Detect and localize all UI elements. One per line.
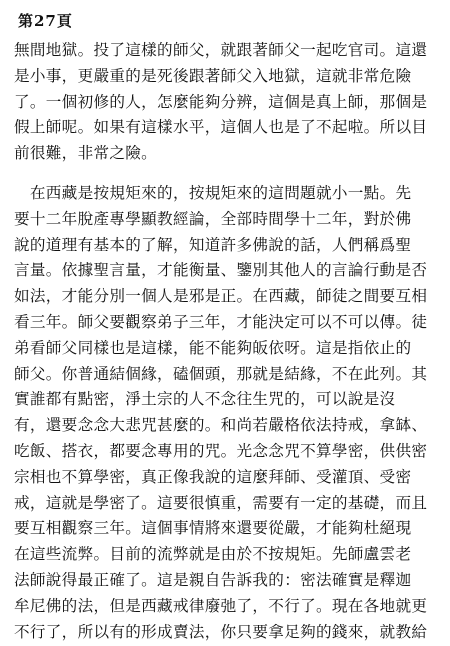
text-line: 不行了，所以有的形成賣法，你只要拿足夠的錢來，就教給 [14,622,428,641]
text-line: 看三年。師父要觀察弟子三年，才能決定可以不可以傳。徒 [14,312,428,331]
text-line: 吃飯、搭衣，都要念專用的咒。光念念咒不算學密，供供密 [14,441,428,460]
paragraph-gap [14,167,440,181]
text-line: 言量。依據聖言量，才能衡量、鑒別其他人的言論行動是否 [14,261,428,280]
text-line: 在西藏是按規矩來的，按規矩來的這問題就小一點。先 [14,183,412,202]
text-line: 宗相也不算學密，真正像我說的這麼拜師、受灌頂、受密 [14,467,412,486]
text-line: 如法，才能分別一個人是邪是正。在西藏，師徒之間要互相 [14,287,428,306]
text-line: 假上師呢。如果有這樣水平，這個人也是了不起啦。所以目 [14,118,428,137]
body-text [14,38,440,645]
text-line: 說的道理有基本的了解，知道許多佛說的話，人們稱爲聖 [14,235,412,254]
paragraph-2 [14,181,440,645]
text-line: 牟尼佛的法，但是西藏戒律廢弛了，不行了。現在各地就更 [14,596,428,615]
text-line: 要十二年脫產專學顯教經論，全部時間學十二年，對於佛 [14,209,412,228]
text-line: 要互相觀察三年。這個事情將來還要從嚴，才能夠杜絕現 [14,519,412,538]
text-line: 法師說得最正確了。這是親自告訴我的：密法確實是釋迦 [14,570,412,589]
text-line: 前很難，非常之險。 [14,144,158,163]
text-line: 了。一個初修的人，怎麼能夠分辨，這個是真上師，那個是 [14,92,428,111]
text-line: 在這些流弊。目前的流弊就是由於不按規矩。先師盧雲老 [14,545,412,564]
text-line: 實誰都有點密，淨土宗的人不念往生咒的，可以說是沒 [14,390,396,409]
text-line: 無間地獄。投了這樣的師父，就跟著師父一起吃官司。這還 [14,41,428,59]
page-number-header: 第27頁 [18,12,73,30]
text-line: 有，還要念念大悲咒甚麼的。和尚若嚴格依法持戒，拿缽、 [14,416,428,435]
text-line: 戒，這就是學密了。這要很慎重，需要有一定的基礎，而且 [14,493,428,512]
paragraph-1 [14,38,440,167]
text-line: 是小事，更嚴重的是死後跟著師父入地獄，這就非常危險 [14,66,412,85]
text-line: 師父。你普通結個緣，磕個頭，那就是結緣，不在此列。其 [14,364,428,383]
text-line: 弟看師父同樣也是這樣，能不能夠皈依呀。這是指依止的 [14,338,412,357]
